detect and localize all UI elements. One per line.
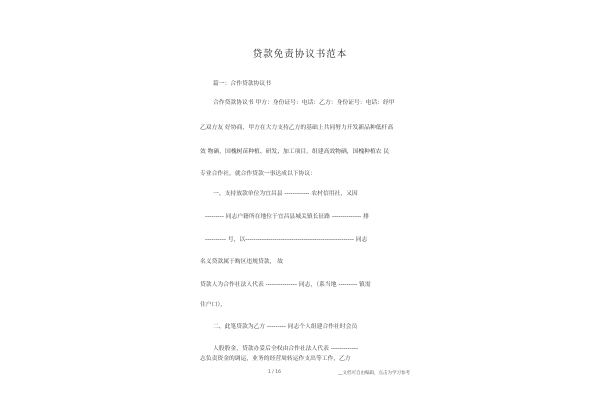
section-heading: 篇一：合作贷款协议书 <box>213 81 271 87</box>
paragraph-line: 人股股金，贷款办妥后全权由合作社法人代表 ------------- <box>213 346 358 352</box>
paragraph-line: 合作贷款协议书 甲方：身份证号：电话：乙方：身份证号：电话：经甲 <box>213 100 395 106</box>
paragraph-line: 住户口）， <box>200 302 227 308</box>
paragraph-line: 专业合作社，就合作贷款一事达成以下协议： <box>200 171 316 177</box>
document-title: 贷款免责协议书范本 <box>252 49 348 60</box>
page-number: 1 / 16 <box>268 370 281 375</box>
footer-note: __文档可自由编辑，点击为学习参考 <box>338 371 410 376</box>
paragraph-line: 一、支持放款单位为宜昌县 ------------ 农村信用社，又因 <box>213 191 358 197</box>
paragraph-line: 名义贷款属于购区违规贷款， 故 <box>200 259 283 265</box>
paragraph-line: ---------- 号，以---------------------------------------------------- 同志 <box>205 237 368 243</box>
paragraph-line: 效 物硒，国槐树苗种植、研发、加工项目，组建高效物硒，国槐种植农 民 <box>200 149 390 155</box>
paragraph-line: 二、此笔贷款为乙方 --------- 同志个人组建合作社时会员 <box>213 324 358 330</box>
paragraph-line: 志负责资金的调运，业务的经营周转运作支出等工作，乙方 <box>200 356 351 362</box>
paragraph-line: 贷款人为合作社法人代表 --------------- 同志，（系当地 --------- 镇需 <box>200 282 371 288</box>
paragraph-line: 乙双方友 好协商，甲方在大力支持乙方的基础上共同努力开发新品种低杆高 <box>200 125 394 131</box>
paragraph-line: --------- 同志户籍所在地位于宜昌县城关镇长征路 -------------- 排 <box>205 214 369 220</box>
